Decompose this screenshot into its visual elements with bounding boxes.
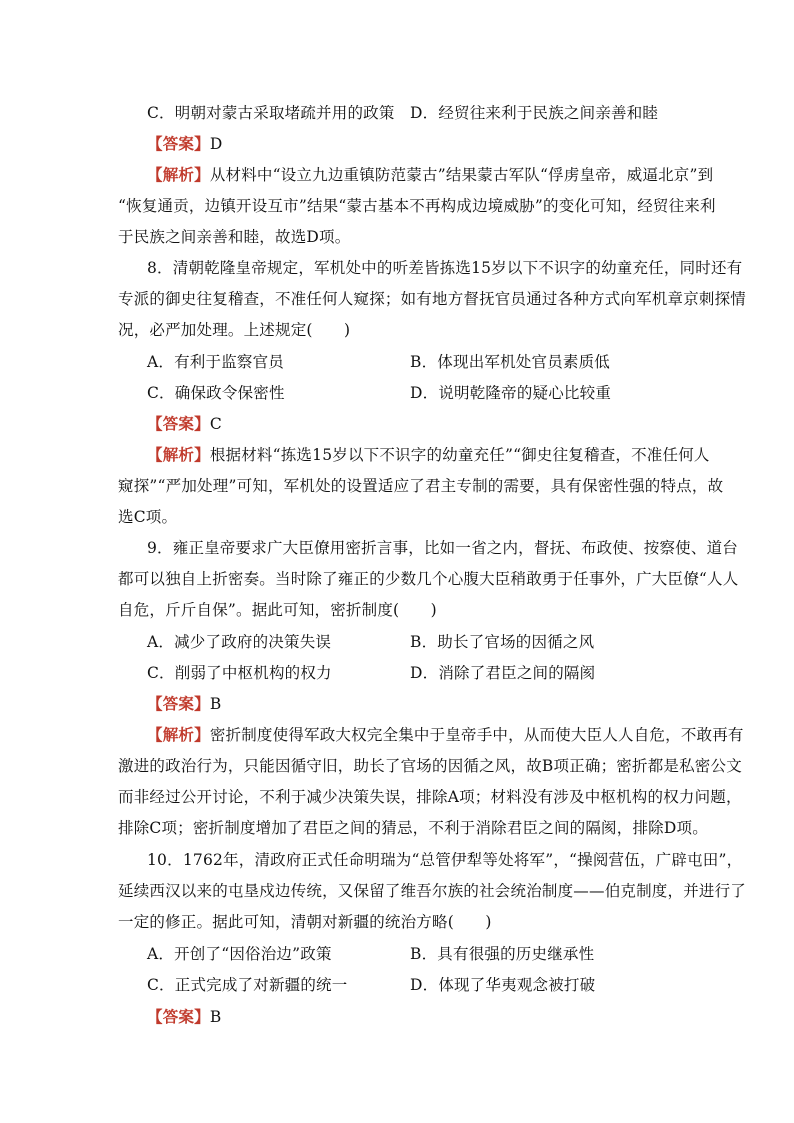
q9-stem-line-1: 9．雍正皇帝要求广大臣僚用密折言事，比如一省之内，督抚、布政使、按察使、道台 <box>147 539 738 557</box>
analysis-tag: 【解析】 <box>147 165 210 184</box>
q9-option-d: D．消除了君臣之间的隔阂 <box>410 664 596 682</box>
q8-stem-line-3: 况，必严加处理。上述规定( ) <box>118 321 351 339</box>
answer-tag: 【答案】 <box>147 414 210 433</box>
q8-stem-line-1: 8．清朝乾隆皇帝规定，军机处中的听差皆拣选15岁以下不识字的幼童充任，同时还有 <box>147 259 743 277</box>
q9-analysis-line-2: 激进的政治行为，只能因循守旧，助长了官场的因循之风，故B项正确；密折都是私密公文 <box>118 757 742 775</box>
q7-analysis-line-2: “恢复通贡，边镇开设互市”结果“蒙古基本不再构成边境威胁”的变化可知，经贸往来利 <box>118 197 716 215</box>
q7-analysis-line-1 <box>147 165 713 185</box>
answer-value: C <box>209 415 222 433</box>
q7-answer <box>147 134 222 154</box>
analysis-text: 根据材料“拣选15岁以下不识字的幼童充任”“御史往复稽查，不准任何人 <box>209 446 710 464</box>
q8-analysis-line-1 <box>147 445 710 465</box>
analysis-tag: 【解析】 <box>147 725 210 744</box>
q8-answer <box>147 414 222 434</box>
q7-option-c: C．明朝对蒙古采取堵疏并用的政策 <box>147 104 395 122</box>
q10-stem-line-2: 延续西汉以来的屯垦戍边传统，又保留了维吾尔族的社会统治制度——伯克制度，并进行了 <box>118 882 747 900</box>
q10-stem-line-3: 一定的修正。据此可知，清朝对新疆的统治方略( ) <box>118 913 492 931</box>
q9-stem-line-2: 都可以独自上折密奏。当时除了雍正的少数几个心腹大臣稍敢勇于任事外，广大臣僚“人人 <box>118 570 739 588</box>
answer-tag: 【答案】 <box>147 1007 210 1026</box>
q10-option-c: C．正式完成了对新疆的统一 <box>147 976 348 994</box>
q8-stem-line-2: 专派的御史往复稽查，不准任何人窥探；如有地方督抚官员通过各种方式向军机章京刺探情 <box>118 290 747 308</box>
q9-analysis-line-1 <box>147 725 744 745</box>
q7-option-d: D．经贸往来利于民族之间亲善和睦 <box>410 104 659 122</box>
q8-option-d: D．说明乾隆帝的疑心比较重 <box>410 384 612 402</box>
answer-value: D <box>209 135 223 153</box>
analysis-tag: 【解析】 <box>147 445 210 464</box>
q9-option-c: C．削弱了中枢机构的权力 <box>147 664 332 682</box>
q9-analysis-line-3: 而非经过公开讨论，不利于减少决策失误，排除A项；材料没有涉及中枢机构的权力问题， <box>118 788 742 806</box>
q9-option-a: A．减少了政府的决策失误 <box>147 633 332 651</box>
q8-option-c: C．确保政令保密性 <box>147 384 285 402</box>
q10-option-b: B．具有很强的历史继承性 <box>410 945 595 963</box>
q9-stem-line-3: 自危，斤斤自保”。据此可知，密折制度( ) <box>118 601 437 619</box>
answer-tag: 【答案】 <box>147 694 210 713</box>
q10-option-a: A．开创了“因俗治边”政策 <box>147 945 332 963</box>
answer-value: B <box>209 695 222 713</box>
q9-answer <box>147 694 221 714</box>
q8-analysis-line-3: 选C项。 <box>118 508 178 526</box>
q7-analysis-line-3: 于民族之间亲善和睦，故选D项。 <box>118 228 351 246</box>
q8-option-b: B．体现出军机处官员素质低 <box>410 353 610 371</box>
q8-analysis-line-2: 窥探”“严加处理”可知，军机处的设置适应了君主专制的需要，具有保密性强的特点，故 <box>118 477 724 495</box>
q8-option-a: A．有利于监察官员 <box>147 353 284 371</box>
q10-option-d: D．体现了华夷观念被打破 <box>410 976 596 994</box>
q10-answer <box>147 1007 221 1027</box>
q9-option-b: B．助长了官场的因循之风 <box>410 633 595 651</box>
q9-analysis-line-4: 排除C项；密折制度增加了君臣之间的猜忌，不利于消除君臣之间的隔阂，排除D项。 <box>118 819 708 837</box>
q10-stem-line-1: 10．1762年，清政府正式任命明瑞为“总管伊犁等处将军”，“操阅营伍，广辟屯田”， <box>147 851 743 869</box>
answer-value: B <box>209 1008 222 1026</box>
analysis-text: 从材料中“设立九边重镇防范蒙古”结果蒙古军队“俘虏皇帝，威逼北京”到 <box>209 166 714 184</box>
answer-tag: 【答案】 <box>147 134 210 153</box>
analysis-text: 密折制度使得军政大权完全集中于皇帝手中，从而使大臣人人自危，不敢再有 <box>209 726 744 744</box>
